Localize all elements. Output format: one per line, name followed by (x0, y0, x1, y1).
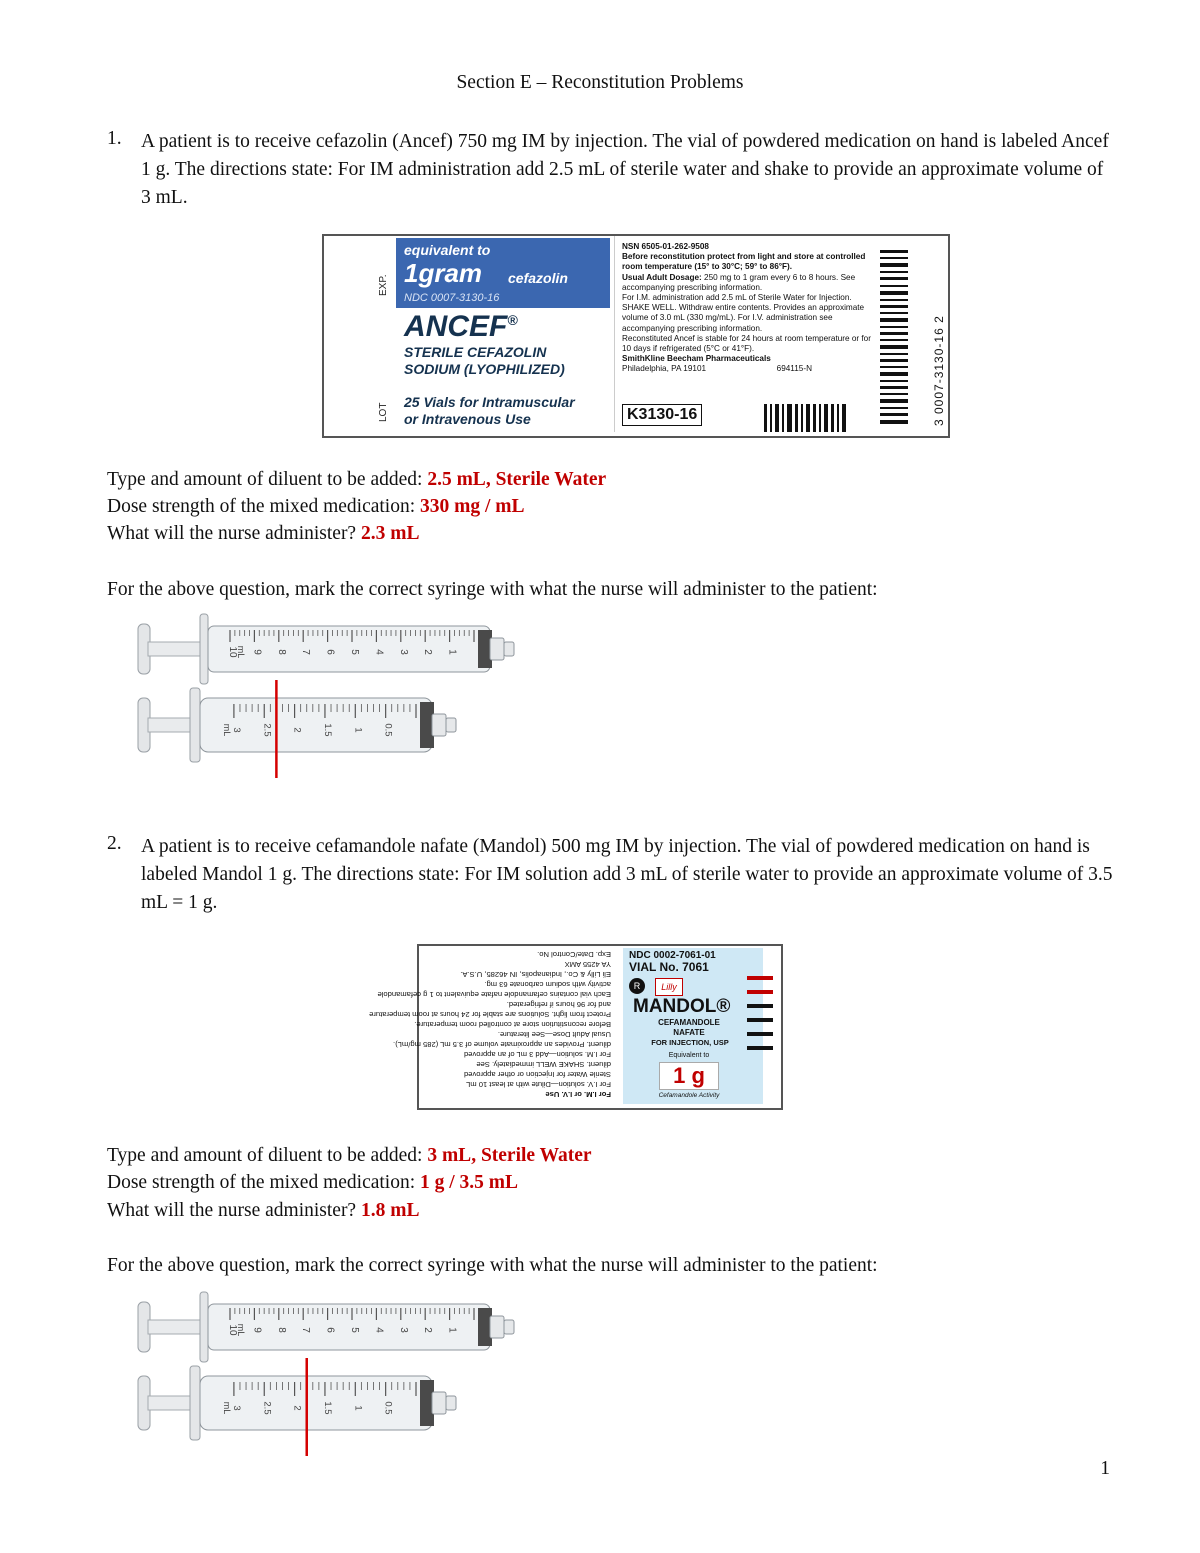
finger-flange (190, 1366, 200, 1440)
q1-administer-line (107, 520, 419, 548)
tick-label: 2 (291, 727, 303, 733)
mandol-generic (641, 1018, 737, 1038)
mandol-text-line: Sterile Water for Injection or other approved (463, 1070, 611, 1079)
q1-diluent-answer: 2.5 mL, Sterile Water (427, 469, 607, 490)
tick-label: 4 (373, 649, 385, 655)
sterile-line-1: STERILE CEFAZOLIN (404, 344, 547, 360)
ancef-vial-label (322, 234, 950, 438)
mandol-brand: MANDOL® (633, 996, 731, 1017)
bottom-barcode (764, 404, 864, 432)
q2-strength-answer: 1 g / 3.5 mL (420, 1172, 519, 1193)
plunger-rod (148, 1320, 208, 1334)
tick-label: 2.5 (261, 723, 273, 737)
mandol-text-line: For I.M. or I.V. Use (545, 1090, 611, 1099)
cefazolin-text: cefazolin (508, 270, 568, 286)
luer (446, 718, 456, 732)
lot-code-box: K3130-16 (622, 404, 702, 426)
question-2-number: 2. (107, 833, 122, 854)
q2-syringe-prompt: For the above question, mark the correct syringe with what the nurse will administer to the patient: (107, 1255, 878, 1276)
generic-line-2: NAFATE (673, 1028, 705, 1037)
vials-text (404, 394, 575, 428)
page-number: 1 (1100, 1458, 1110, 1479)
q1-strength-answer: 330 mg / mL (420, 496, 525, 517)
tip (490, 1316, 504, 1338)
dosage-text: 250 mg to 1 gram every 6 to 8 hours. See accompanying prescribing information. (622, 272, 856, 292)
tick-label: 1 (446, 1327, 458, 1333)
unit-label: mL (236, 1323, 246, 1337)
mandol-text-line: diluent. Provides an approximate volume of 3.5 mL (285 mg/mL). (393, 1040, 611, 1049)
tick-label: 5 (349, 649, 360, 655)
rx-icon: R (629, 978, 645, 994)
generic-line-1: CEFAMANDOLE (658, 1018, 720, 1027)
ancef-directions (622, 242, 872, 375)
q1-strength-label: Dose strength of the mixed medication: (107, 496, 416, 517)
tick-label: 6 (324, 1327, 336, 1333)
mandol-equivalent: Equivalent to (668, 1052, 710, 1059)
q2-syringe-3ml (138, 1358, 456, 1456)
barcode-number: 3 0007-3130-16 2 (932, 315, 946, 426)
tick-label: 7 (300, 1327, 312, 1333)
tick-label: 1 (352, 727, 364, 733)
unit-label: mL (221, 1401, 232, 1415)
im-directions: For I.M. administration add 2.5 mL of Sterile Water for Injection. SHAKE WELL. Withdraw entire contents. Provides an approximate volume of 3.0 mL (330 mg/mL). For I.V. administration see accompanying prescribing information. (622, 293, 865, 333)
ndc-text: NDC 0007-3130-16 (404, 292, 500, 304)
luer (504, 642, 514, 656)
q2-diluent-line (107, 1142, 592, 1170)
barrel (200, 698, 432, 752)
lot-label: LOT (378, 402, 389, 422)
tip (432, 1392, 446, 1414)
sterile-text (404, 344, 565, 378)
dosage-label: Usual Adult Dosage: (622, 272, 702, 282)
q1-syringe-prompt: For the above question, mark the correct syringe with what the nurse will administer to the patient: (107, 579, 878, 600)
unit-label: mL (236, 645, 246, 659)
mandol-vial-label (369, 944, 783, 1110)
tick-label: 9 (251, 649, 263, 655)
mandol-text-line: and for 96 hours if refrigerated. (506, 1000, 611, 1009)
plunger-rod (148, 642, 208, 656)
lilly-logo: Lilly (655, 978, 683, 996)
tick-label-3: 3 (230, 727, 242, 733)
q2-diluent-label: Type and amount of diluent to be added: (107, 1145, 423, 1166)
ancef-brand (404, 310, 518, 344)
page-title: Section E – Reconstitution Problems (456, 72, 744, 93)
q1-syringe-3ml (138, 680, 456, 778)
q2-administer-answer: 1.8 mL (360, 1200, 420, 1221)
q1-diluent-line (107, 466, 606, 494)
brand-name: ANCEF (404, 310, 508, 343)
tick-label: 9 (251, 1327, 263, 1333)
q1-diluent-label: Type and amount of diluent to be added: (107, 469, 423, 490)
q1-administer-answer: 2.3 mL (360, 523, 420, 544)
luer (446, 1396, 456, 1410)
ancef-blue-panel (396, 238, 610, 308)
mandol-text-line: Protect from light. Solutions are stable for 24 hours at room temperature (369, 1010, 611, 1019)
equivalent-text: equivalent to (404, 242, 491, 258)
storage-text: Before reconstitution protect from light and store at controlled room temperature (15° to 30°C; 59° to 86°F). (622, 252, 866, 272)
mandol-text-line: Each vial contains cefamandole nafate equivalent to 1 g cefamandole (377, 990, 611, 999)
tick-label: 2 (422, 1327, 434, 1333)
mandol-text-line: YA 4255 AMX (564, 960, 611, 969)
tick-label: 1 (446, 649, 458, 655)
question-1-text: A patient is to receive cefazolin (Ancef) 750 mg IM by injection. The vial of powdered medication on hand is labeled Ancef 1 g. The directions state: For IM administration add 2.5 mL of sterile water and shake to provide an approximate volume of 3 mL. (141, 131, 1109, 208)
q1-syringe-10ml (138, 614, 514, 684)
vials-line-1: 25 Vials for Intramuscular (404, 394, 575, 410)
tip (490, 638, 504, 660)
label-divider (614, 236, 615, 432)
tick-label: 5 (349, 1327, 360, 1333)
small-code: 694115-N (776, 364, 812, 374)
vials-line-2: or Intravenous Use (404, 411, 531, 427)
gram-text: 1gram (404, 258, 483, 288)
exp-label: EXP. (378, 274, 389, 296)
finger-flange (190, 688, 200, 762)
q2-strength-label: Dose strength of the mixed medication: (107, 1172, 416, 1193)
finger-flange (200, 614, 208, 684)
mandol-red-bars (747, 976, 777, 1056)
q2-strength-line (107, 1169, 518, 1197)
plunger-rod (148, 1396, 196, 1410)
tick-label: 7 (300, 649, 312, 655)
tick-label: 10 (227, 646, 238, 658)
mandol-text-line: Exp. Date/Control No. (537, 950, 611, 959)
tick-label: 2 (422, 649, 434, 655)
barrel (200, 1376, 432, 1430)
mandol-ndc: NDC 0002-7061-01 (629, 950, 716, 961)
mandol-text-line: Before reconstitution store at controlled room temperature. (414, 1020, 611, 1029)
mandol-text-line: diluent. SHAKE WELL immediately. See (476, 1060, 611, 1069)
question-1-number: 1. (107, 128, 122, 149)
tick-label-3: 3 (230, 1405, 242, 1411)
q2-administer-label: What will the nurse administer? (107, 1200, 357, 1221)
stability-text: Reconstituted Ancef is stable for 24 hours at room temperature or for 10 days if refrigerated (5°C or 41°F). (622, 333, 871, 354)
q2-syringe-group (130, 1290, 530, 1460)
mandol-text-line: For I.M. solution—Add 3 mL of an approved (463, 1050, 611, 1059)
company: SmithKline Beecham Pharmaceuticals (622, 354, 771, 364)
tip (432, 714, 446, 736)
tick-label: 3 (397, 649, 409, 655)
tick-label: 2.5 (261, 1401, 273, 1415)
q2-administer-line (107, 1197, 419, 1225)
q2-diluent-answer: 3 mL, Sterile Water (427, 1145, 592, 1166)
tick-label: 1 (352, 1405, 364, 1411)
q2-syringe-10ml (138, 1292, 514, 1362)
tick-label: 6 (324, 649, 336, 655)
city: Philadelphia, PA 19101 (622, 364, 707, 374)
tick-label: 0.5 (382, 723, 394, 737)
plunger-rod (148, 718, 196, 732)
q1-syringe-group (130, 612, 530, 772)
mandol-text-line: activity with sodium carbonate 63 mg. (484, 980, 611, 989)
tick-label: 8 (275, 1327, 287, 1333)
registered-mark: ® (507, 312, 518, 328)
q1-strength-line (107, 493, 525, 521)
mandol-text-line: Eli Lilly & Co., Indianapolis, IN 46285, U.S.A. (460, 970, 611, 979)
vertical-barcode (880, 250, 910, 430)
nsn: NSN 6505-01-262-9508 (622, 242, 709, 251)
question-2-text: A patient is to receive cefamandole nafate (Mandol) 500 mg IM by injection. The vial of powdered medication on hand is labeled Mandol 1 g. The directions state: For IM solution add 3 mL of sterile water to provide an approximate volume of 3.5 mL = 1 g. (141, 836, 1113, 913)
mandol-text-line: Usual Adult Dose—See literature. (497, 1030, 611, 1039)
tick-label: 2 (291, 1405, 303, 1411)
tick-label: 8 (275, 649, 287, 655)
unit-label: mL (221, 723, 232, 737)
tick-label: 0.5 (382, 1401, 394, 1415)
for-injection: FOR INJECTION, USP (651, 1038, 729, 1047)
sterile-line-2: SODIUM (LYOPHILIZED) (404, 361, 565, 377)
finger-flange (200, 1292, 208, 1362)
mandol-amount: 1 g (659, 1062, 719, 1090)
q1-administer-label: What will the nurse administer? (107, 523, 357, 544)
tick-label: 4 (373, 1327, 385, 1333)
tick-label: 1.5 (321, 723, 333, 737)
mandol-text-line: For I.V. solution—Dilute with at least 10 mL (466, 1080, 611, 1089)
mandol-vial-number: VIAL No. 7061 (629, 960, 709, 974)
mandol-activity: Cefamandole Activity (658, 1092, 720, 1099)
luer (504, 1320, 514, 1334)
tick-label: 10 (227, 1324, 238, 1336)
tick-label: 3 (397, 1327, 409, 1333)
tick-label: 1.5 (321, 1401, 333, 1415)
mandol-side-text (369, 950, 615, 1102)
